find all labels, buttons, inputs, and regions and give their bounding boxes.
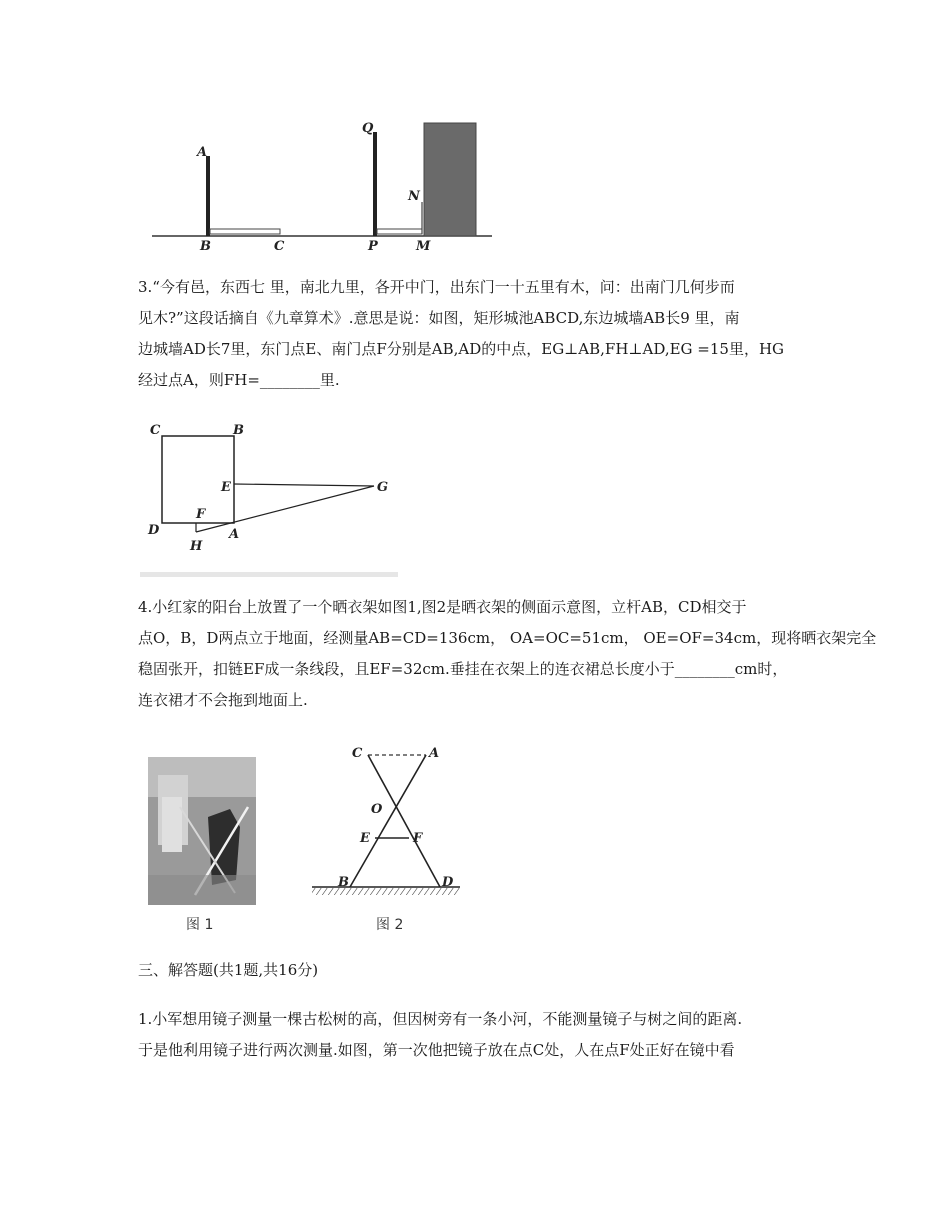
- faded-strip: [140, 572, 398, 577]
- question-3-line: 边城墙AD长7里，东门点E、南门点F分别是AB,AD的中点，EG⊥AB,FH⊥AD,EG =15里，HG: [138, 340, 785, 358]
- label-q: Q: [362, 121, 374, 136]
- label-a: A: [229, 527, 240, 542]
- label-a: A: [429, 746, 440, 761]
- question-4-line: 连衣裙才不会拖到地面上.: [138, 691, 308, 709]
- label-h: H: [190, 539, 203, 554]
- label-d: D: [148, 523, 160, 538]
- rack-photo: [148, 757, 256, 905]
- question-5: [138, 1004, 828, 1066]
- question-4-line: 4.小红家的阳台上放置了一个晒衣架如图1,图2是晒衣架的侧面示意图，立杆AB，CD相交于: [138, 598, 747, 616]
- label-m: M: [416, 239, 431, 254]
- label-b: B: [233, 423, 244, 438]
- floor-hatch: [312, 888, 460, 895]
- question-4-line: 点O，B，D两点立于地面，经测量AB=CD=136cm， OA=OC=51cm， OE=OF=34cm，现将晒衣架完全: [138, 629, 877, 647]
- question-3-line: 3.“今有邑，东西七 里，南北九里，各开中门，出东门一十五里有木，问：出南门几何步而: [138, 278, 735, 296]
- segment-eg: [234, 484, 374, 486]
- shadow-bc: [210, 229, 280, 234]
- leg-ab: [350, 755, 426, 887]
- label-b: B: [200, 239, 211, 254]
- shadow-measurement-figure: [140, 110, 500, 260]
- question-5-line: 于是他利用镜子进行两次测量.如图，第一次他把镜子放在点C处，人在点F处正好在镜中看: [138, 1041, 735, 1059]
- label-c: C: [150, 423, 161, 438]
- shadow-pm: [377, 229, 422, 234]
- label-d: D: [442, 875, 454, 890]
- label-c: C: [352, 746, 363, 761]
- label-b: B: [338, 875, 349, 890]
- city-figure: [138, 416, 403, 581]
- section-heading: [138, 955, 828, 986]
- question-4: [138, 592, 877, 716]
- label-e: E: [221, 480, 231, 495]
- leg-cd: [368, 755, 440, 887]
- label-n: N: [408, 189, 420, 204]
- question-3-line: 见木?”这段话摘自《九章算术》.意思是说：如图，矩形城池ABCD,东边城墙AB长9 里，南: [138, 309, 740, 327]
- figure-2-caption: 图 2: [376, 917, 404, 933]
- label-f: F: [196, 507, 206, 522]
- label-c: C: [274, 239, 285, 254]
- question-5-line: 1.小军想用镜子测量一棵古松树的高，但因树旁有一条小河，不能测量镜子与树之间的距离.: [138, 1010, 743, 1028]
- drying-rack-figures: [140, 735, 480, 940]
- building: [424, 123, 476, 236]
- label-p: P: [368, 239, 378, 254]
- label-e: E: [360, 831, 370, 846]
- question-4-line: 稳固张开，扣链EF成一条线段，且EF=32cm.垂挂在衣架上的连衣裙总长度小于________cm时，: [138, 660, 788, 678]
- label-g: G: [377, 480, 389, 495]
- label-f: F: [413, 831, 423, 846]
- rack-diagram: [312, 755, 460, 895]
- label-a: A: [197, 145, 208, 160]
- label-o: O: [371, 802, 383, 817]
- question-3: [138, 272, 828, 396]
- question-3-line: 经过点A，则FH=________里.: [138, 371, 340, 389]
- section-title: 三、解答题(共1题,共16分): [138, 961, 319, 979]
- figure-1-caption: 图 1: [186, 917, 214, 933]
